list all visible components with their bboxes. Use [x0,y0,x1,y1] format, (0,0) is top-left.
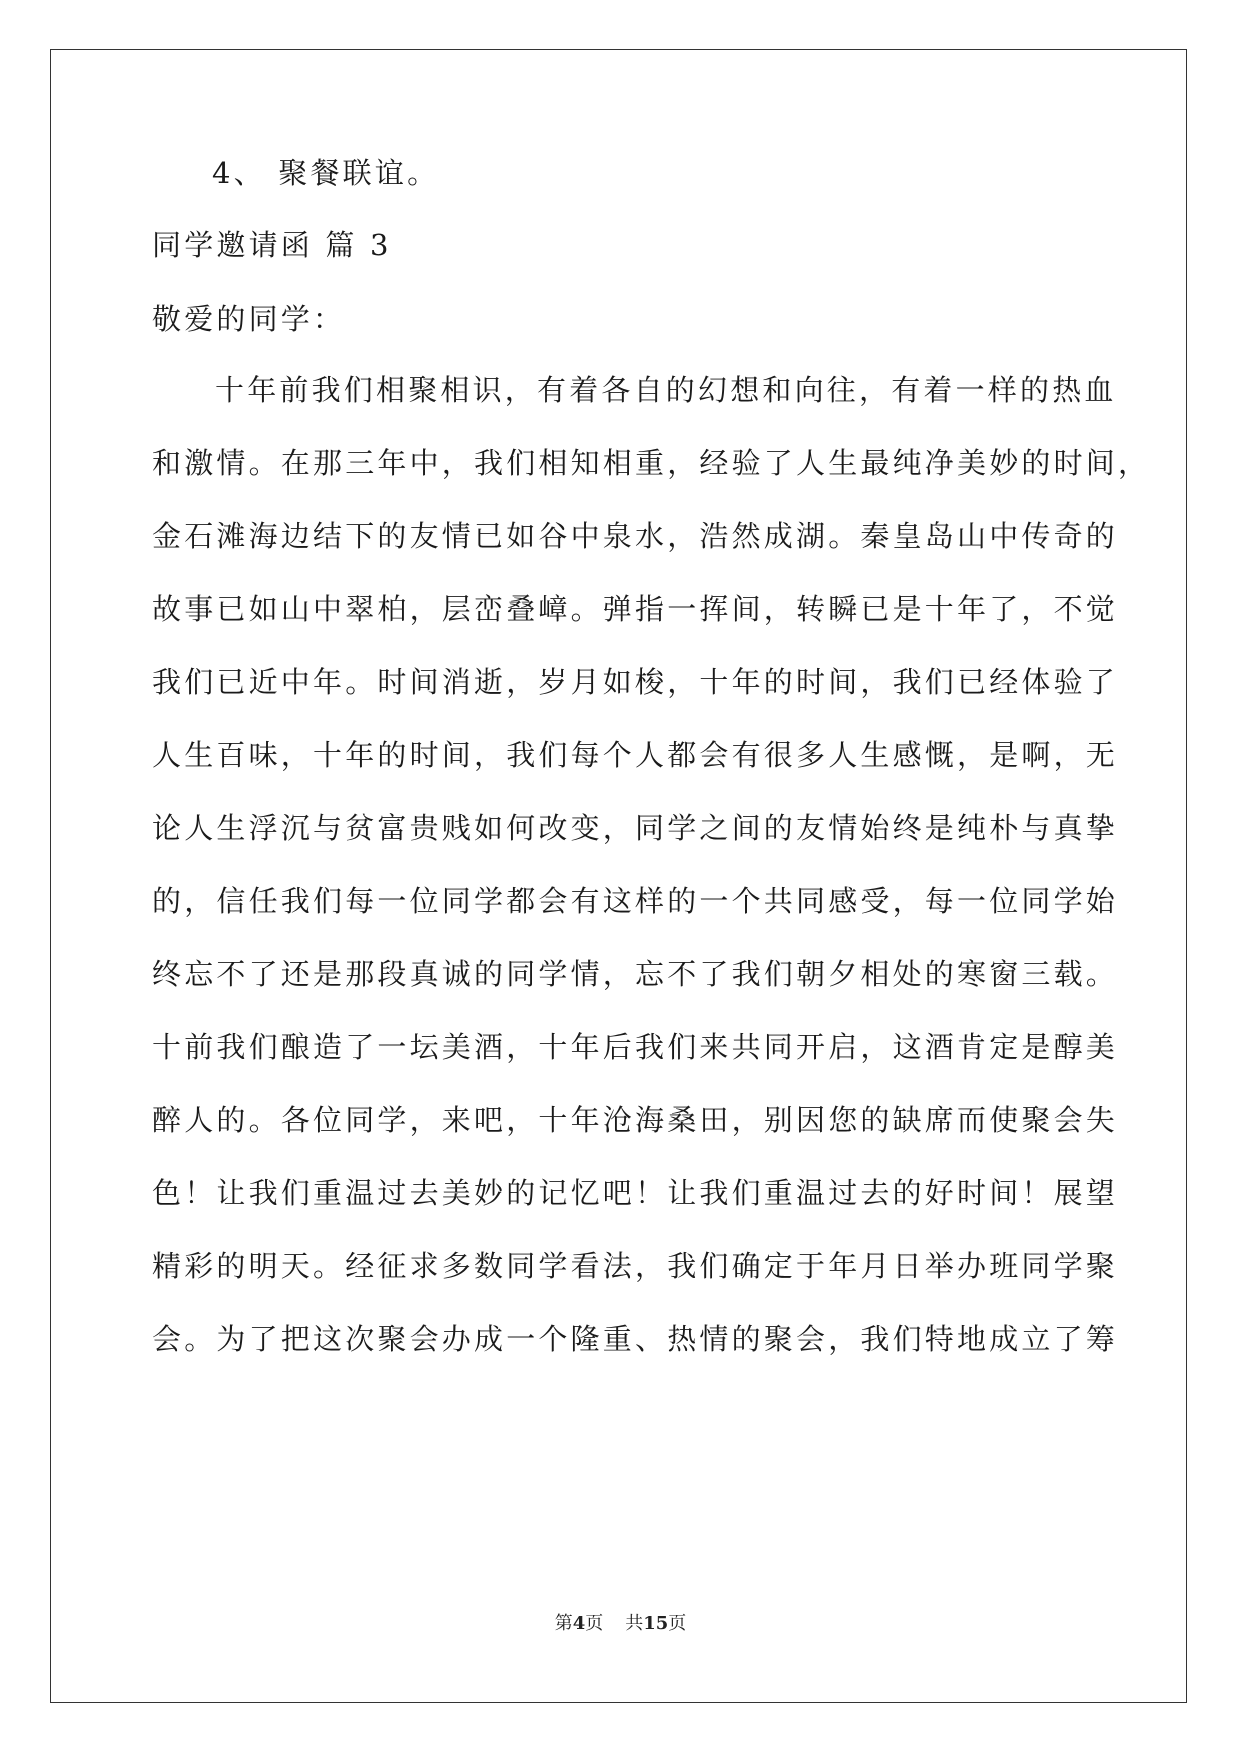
paragraph-line: 色！让我们重温过去美妙的记忆吧！让我们重温过去的好时间！展望 [152,1176,1119,1210]
page-border [50,49,1187,1703]
paragraph-line: 精彩的明天。经征求多数同学看法，我们确定于年月日举办班同学聚 [152,1249,1119,1283]
page-total: 共15页 [625,1613,687,1634]
paragraph-line: 的，信任我们每一位同学都会有这样的一个共同感受，每一位同学始 [152,884,1119,918]
salutation: 敬爱的同学： [152,302,346,336]
paragraph-line: 金石滩海边结下的友情已如谷中泉水，浩然成湖。秦皇岛山中传奇的 [152,519,1119,553]
paragraph-line: 论人生浮沉与贫富贵贱如何改变，同学之间的友情始终是纯朴与真挚 [152,811,1119,845]
paragraph-line: 十前我们酿造了一坛美酒，十年后我们来共同开启，这酒肯定是醇美 [152,1030,1119,1064]
paragraph-line: 十年前我们相聚相识，有着各自的幻想和向往，有着一样的热血 [215,373,1117,407]
page-footer [0,1612,1241,1636]
paragraph-line: 人生百味，十年的时间，我们每个人都会有很多人生感慨，是啊，无 [152,738,1119,772]
paragraph-line: 醉人的。各位同学，来吧，十年沧海桑田，别因您的缺席而使聚会失 [152,1103,1119,1137]
paragraph-line: 和激情。在那三年中，我们相知相重，经验了人生最纯净美妙的时间， [152,446,1151,480]
paragraph-line: 故事已如山中翠柏，层峦叠嶂。弹指一挥间，转瞬已是十年了，不觉 [152,592,1119,626]
paragraph-line: 我们已近中年。时间消逝，岁月如梭，十年的时间，我们已经体验了 [152,665,1119,699]
section-heading: 同学邀请函 篇 3 [152,228,392,262]
paragraph-line: 会。为了把这次聚会办成一个隆重、热情的聚会，我们特地成立了筹 [152,1322,1119,1356]
page-number: 第4页 [554,1613,604,1634]
paragraph-line: 终忘不了还是那段真诚的同学情，忘不了我们朝夕相处的寒窗三载。 [152,957,1119,991]
list-item-4: 4、 聚餐联谊。 [212,156,440,190]
